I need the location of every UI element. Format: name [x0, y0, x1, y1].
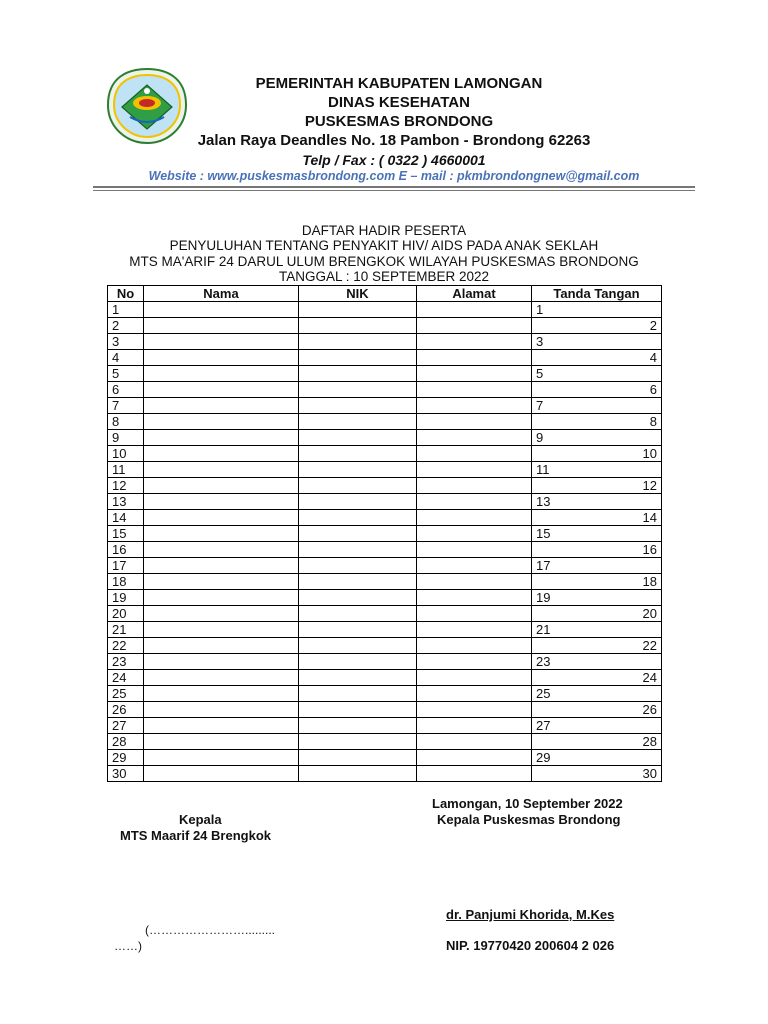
table-row	[108, 606, 662, 622]
cell-nama	[144, 510, 299, 526]
cell-alamat	[417, 622, 532, 638]
cell-tanda-tangan: 2	[532, 318, 662, 334]
table-row	[108, 734, 662, 750]
right-signer-nip: NIP. 19770420 200604 2 026	[446, 938, 615, 953]
table-row	[108, 766, 662, 782]
cell-tanda-tangan: 27	[532, 718, 662, 734]
cell-no: 17	[108, 558, 144, 574]
cell-tanda-tangan: 30	[532, 766, 662, 782]
cell-nama	[144, 542, 299, 558]
cell-tanda-tangan: 23	[532, 654, 662, 670]
cell-no: 21	[108, 622, 144, 638]
cell-nama	[144, 590, 299, 606]
table-row	[108, 622, 662, 638]
cell-alamat	[417, 526, 532, 542]
cell-nik	[299, 366, 417, 382]
table-row	[108, 334, 662, 350]
table-row	[108, 654, 662, 670]
gov-name: PEMERINTAH KABUPATEN LAMONGAN	[255, 75, 543, 92]
cell-no: 1	[108, 302, 144, 318]
cell-tanda-tangan: 15	[532, 526, 662, 542]
cell-tanda-tangan: 4	[532, 350, 662, 366]
table-row	[108, 670, 662, 686]
col-header-alamat: Alamat	[417, 286, 532, 302]
cell-tanda-tangan: 19	[532, 590, 662, 606]
table-row	[108, 478, 662, 494]
cell-no: 25	[108, 686, 144, 702]
cell-alamat	[417, 702, 532, 718]
table-row	[108, 430, 662, 446]
cell-no: 24	[108, 670, 144, 686]
event-location: MTS MA'ARIF 24 DARUL ULUM BRENGKOK WILAYAH PUSKESMAS BRONDONG	[129, 254, 639, 269]
cell-nama	[144, 750, 299, 766]
cell-alamat	[417, 638, 532, 654]
left-signature-blank-end: ……)	[114, 939, 142, 953]
phone-fax: Telp / Fax : ( 0322 ) 4660001	[302, 152, 486, 168]
cell-nama	[144, 702, 299, 718]
cell-alamat	[417, 430, 532, 446]
col-header-nik: NIK	[299, 286, 417, 302]
cell-nik	[299, 750, 417, 766]
cell-tanda-tangan: 21	[532, 622, 662, 638]
cell-alamat	[417, 494, 532, 510]
cell-nama	[144, 366, 299, 382]
cell-nik	[299, 590, 417, 606]
cell-tanda-tangan: 5	[532, 366, 662, 382]
table-row	[108, 542, 662, 558]
cell-alamat	[417, 670, 532, 686]
cell-alamat	[417, 606, 532, 622]
cell-tanda-tangan: 16	[532, 542, 662, 558]
cell-nama	[144, 334, 299, 350]
header-rule-thin	[93, 190, 695, 191]
cell-tanda-tangan: 8	[532, 414, 662, 430]
cell-no: 2	[108, 318, 144, 334]
cell-tanda-tangan: 28	[532, 734, 662, 750]
cell-no: 13	[108, 494, 144, 510]
cell-nama	[144, 670, 299, 686]
table-row	[108, 574, 662, 590]
cell-alamat	[417, 558, 532, 574]
table-row	[108, 302, 662, 318]
cell-no: 5	[108, 366, 144, 382]
col-header-tanda-tangan: Tanda Tangan	[532, 286, 662, 302]
cell-nik	[299, 302, 417, 318]
cell-no: 6	[108, 382, 144, 398]
table-row	[108, 398, 662, 414]
cell-nik	[299, 734, 417, 750]
event-title: PENYULUHAN TENTANG PENYAKIT HIV/ AIDS PADA ANAK SEKLAH	[169, 238, 599, 253]
cell-no: 27	[108, 718, 144, 734]
cell-nik	[299, 558, 417, 574]
attendance-table	[107, 285, 662, 782]
cell-alamat	[417, 510, 532, 526]
cell-nama	[144, 302, 299, 318]
doc-title: DAFTAR HADIR PESERTA	[301, 223, 467, 238]
cell-nama	[144, 574, 299, 590]
cell-nik	[299, 462, 417, 478]
cell-nama	[144, 462, 299, 478]
cell-alamat	[417, 750, 532, 766]
cell-nama	[144, 382, 299, 398]
cell-no: 20	[108, 606, 144, 622]
cell-nama	[144, 686, 299, 702]
cell-nama	[144, 622, 299, 638]
col-header-no: No	[108, 286, 144, 302]
cell-nik	[299, 686, 417, 702]
cell-nik	[299, 318, 417, 334]
signing-date: Lamongan, 10 September 2022	[432, 796, 623, 811]
table-header-row	[108, 286, 662, 302]
cell-no: 11	[108, 462, 144, 478]
cell-nik	[299, 382, 417, 398]
cell-nama	[144, 734, 299, 750]
cell-tanda-tangan: 17	[532, 558, 662, 574]
cell-nama	[144, 766, 299, 782]
table-row	[108, 494, 662, 510]
cell-tanda-tangan: 25	[532, 686, 662, 702]
cell-nama	[144, 718, 299, 734]
cell-nama	[144, 414, 299, 430]
cell-tanda-tangan: 26	[532, 702, 662, 718]
cell-no: 16	[108, 542, 144, 558]
table-row	[108, 638, 662, 654]
table-row	[108, 446, 662, 462]
cell-nama	[144, 350, 299, 366]
cell-tanda-tangan: 24	[532, 670, 662, 686]
puskesmas-name: PUSKESMAS BRONDONG	[304, 113, 494, 130]
cell-no: 8	[108, 414, 144, 430]
cell-nik	[299, 654, 417, 670]
cell-tanda-tangan: 1	[532, 302, 662, 318]
cell-no: 29	[108, 750, 144, 766]
cell-nik	[299, 350, 417, 366]
cell-nama	[144, 398, 299, 414]
cell-tanda-tangan: 18	[532, 574, 662, 590]
cell-alamat	[417, 366, 532, 382]
cell-alamat	[417, 302, 532, 318]
cell-tanda-tangan: 9	[532, 430, 662, 446]
cell-alamat	[417, 478, 532, 494]
cell-nik	[299, 430, 417, 446]
cell-nik	[299, 702, 417, 718]
left-signature-blank: (…………………….........	[145, 923, 276, 937]
cell-alamat	[417, 350, 532, 366]
event-date: TANGGAL : 10 SEPTEMBER 2022	[278, 269, 490, 284]
cell-nik	[299, 766, 417, 782]
cell-nik	[299, 334, 417, 350]
cell-no: 15	[108, 526, 144, 542]
table-row	[108, 750, 662, 766]
header-rule-thick	[93, 186, 695, 188]
cell-alamat	[417, 686, 532, 702]
cell-nik	[299, 446, 417, 462]
cell-tanda-tangan: 11	[532, 462, 662, 478]
cell-alamat	[417, 334, 532, 350]
cell-no: 12	[108, 478, 144, 494]
cell-nik	[299, 718, 417, 734]
left-signer-org: MTS Maarif 24 Brengkok	[120, 828, 271, 843]
table-row	[108, 414, 662, 430]
cell-alamat	[417, 414, 532, 430]
cell-tanda-tangan: 20	[532, 606, 662, 622]
table-row	[108, 382, 662, 398]
cell-no: 23	[108, 654, 144, 670]
cell-tanda-tangan: 14	[532, 510, 662, 526]
cell-nik	[299, 574, 417, 590]
table-row	[108, 590, 662, 606]
cell-no: 18	[108, 574, 144, 590]
cell-alamat	[417, 766, 532, 782]
right-signer-title: Kepala Puskesmas Brondong	[437, 812, 621, 827]
table-row	[108, 510, 662, 526]
cell-nik	[299, 510, 417, 526]
website-email: Website : www.puskesmasbrondong.com E – mail : pkmbrondongnew@gmail.com	[148, 169, 640, 183]
cell-tanda-tangan: 3	[532, 334, 662, 350]
cell-no: 4	[108, 350, 144, 366]
cell-alamat	[417, 446, 532, 462]
cell-alamat	[417, 542, 532, 558]
cell-no: 28	[108, 734, 144, 750]
cell-no: 14	[108, 510, 144, 526]
address: Jalan Raya Deandles No. 18 Pambon - Brondong 62263	[197, 132, 591, 149]
table-body	[108, 302, 662, 782]
table-row	[108, 318, 662, 334]
cell-tanda-tangan: 13	[532, 494, 662, 510]
cell-alamat	[417, 398, 532, 414]
cell-nama	[144, 606, 299, 622]
cell-nik	[299, 526, 417, 542]
dept-name: DINAS KESEHATAN	[328, 94, 470, 111]
cell-alamat	[417, 734, 532, 750]
cell-tanda-tangan: 10	[532, 446, 662, 462]
table-row	[108, 702, 662, 718]
cell-nama	[144, 478, 299, 494]
cell-no: 3	[108, 334, 144, 350]
cell-tanda-tangan: 6	[532, 382, 662, 398]
cell-nama	[144, 430, 299, 446]
col-header-nama: Nama	[144, 286, 299, 302]
cell-nama	[144, 638, 299, 654]
cell-nama	[144, 558, 299, 574]
cell-nik	[299, 670, 417, 686]
table-row	[108, 366, 662, 382]
cell-no: 30	[108, 766, 144, 782]
table-row	[108, 526, 662, 542]
table-row	[108, 558, 662, 574]
table-row	[108, 350, 662, 366]
cell-tanda-tangan: 12	[532, 478, 662, 494]
cell-nik	[299, 542, 417, 558]
cell-nik	[299, 398, 417, 414]
cell-tanda-tangan: 22	[532, 638, 662, 654]
cell-nama	[144, 654, 299, 670]
cell-no: 10	[108, 446, 144, 462]
cell-alamat	[417, 382, 532, 398]
table-row	[108, 462, 662, 478]
cell-alamat	[417, 574, 532, 590]
cell-nik	[299, 622, 417, 638]
cell-alamat	[417, 718, 532, 734]
cell-tanda-tangan: 7	[532, 398, 662, 414]
cell-nik	[299, 606, 417, 622]
cell-nik	[299, 494, 417, 510]
cell-nama	[144, 318, 299, 334]
right-signer-name: dr. Panjumi Khorida, M.Kes	[446, 907, 615, 922]
cell-alamat	[417, 590, 532, 606]
cell-no: 7	[108, 398, 144, 414]
cell-nik	[299, 414, 417, 430]
cell-nik	[299, 638, 417, 654]
left-signer-title: Kepala	[179, 812, 222, 827]
cell-alamat	[417, 318, 532, 334]
cell-alamat	[417, 654, 532, 670]
cell-no: 9	[108, 430, 144, 446]
cell-nama	[144, 446, 299, 462]
cell-no: 19	[108, 590, 144, 606]
cell-tanda-tangan: 29	[532, 750, 662, 766]
cell-alamat	[417, 462, 532, 478]
cell-nik	[299, 478, 417, 494]
cell-no: 26	[108, 702, 144, 718]
cell-nama	[144, 494, 299, 510]
cell-no: 22	[108, 638, 144, 654]
cell-nama	[144, 526, 299, 542]
table-row	[108, 718, 662, 734]
table-row	[108, 686, 662, 702]
